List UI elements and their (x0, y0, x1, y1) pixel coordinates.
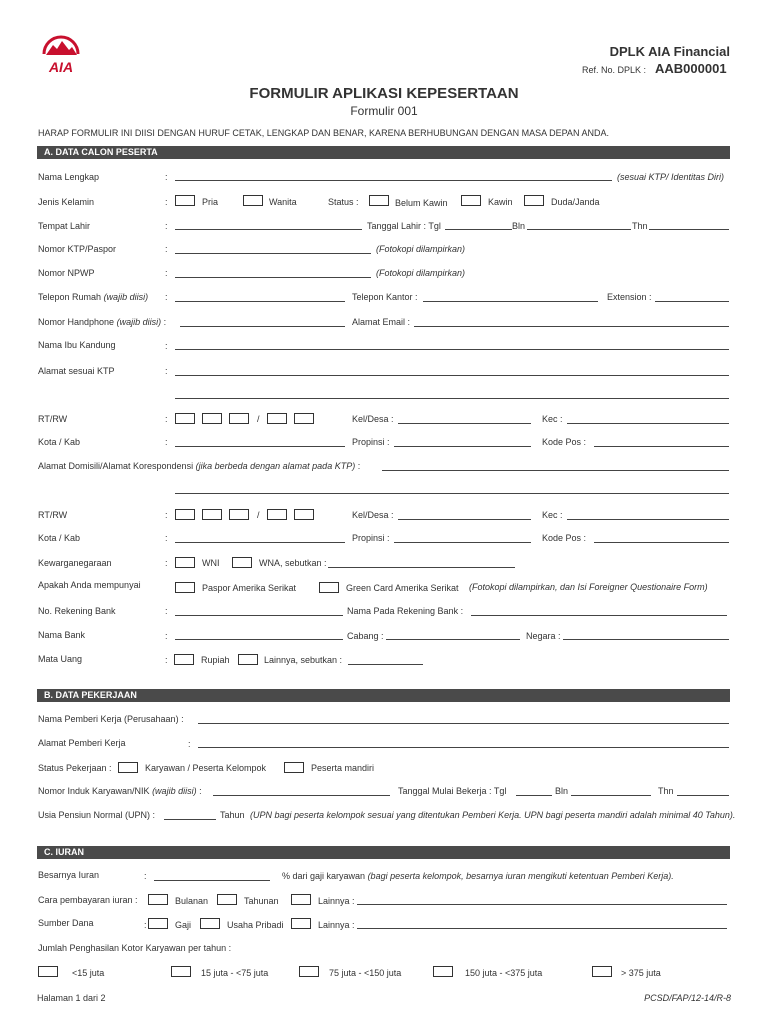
checkbox-opt4[interactable] (433, 966, 453, 977)
nomor-npwp-field[interactable] (175, 277, 371, 278)
label-opt2: 15 juta - <75 juta (201, 968, 269, 978)
usia-pensiun-field[interactable] (164, 819, 216, 820)
propinsi-field[interactable] (394, 446, 531, 447)
label-sumber-dana: Sumber Dana (38, 918, 94, 928)
label-cabang: Cabang : (347, 631, 384, 641)
label-extension: Extension : (607, 292, 652, 302)
label-wanita: Wanita (269, 197, 297, 207)
checkbox-usaha-pribadi[interactable] (200, 918, 220, 929)
label-alamat-domisili (38, 461, 360, 471)
negara-field[interactable] (563, 639, 729, 640)
colon: : (165, 172, 168, 182)
label-pria: Pria (202, 197, 219, 207)
label-gaji: Gaji (175, 920, 192, 930)
label-tanggal-mulai: Tanggal Mulai Bekerja : Tgl (398, 786, 507, 796)
tgl-lahir-field[interactable] (445, 229, 512, 230)
checkbox-rupiah[interactable] (174, 654, 194, 665)
extension-field[interactable] (655, 301, 729, 302)
footer-page: Halaman 1 dari 2 (37, 993, 106, 1003)
kota-kab-field[interactable] (175, 446, 345, 447)
label-propinsi-2: Propinsi : (352, 533, 390, 543)
checkbox-opt2[interactable] (171, 966, 191, 977)
checkbox-lainnya-cara[interactable] (291, 894, 311, 905)
form-title: FORMULIR APLIKASI KEPESERTAAN (249, 85, 519, 102)
label-opt5: > 375 juta (621, 968, 661, 978)
rw2-box-2[interactable] (294, 509, 314, 520)
note-fotokopi-fq: (Fotokopi dilampirkan, dan Isi Foreigner Questionaire Form) (469, 582, 708, 592)
checkbox-bulanan[interactable] (148, 894, 168, 905)
colon: : (165, 268, 168, 278)
thn-mulai-field[interactable] (677, 795, 729, 796)
nomor-induk-field[interactable] (213, 795, 390, 796)
rw-box-2[interactable] (294, 413, 314, 424)
label-thn: Thn (632, 221, 648, 231)
nomor-hp-field[interactable] (180, 326, 345, 327)
kec-field-2[interactable] (567, 519, 729, 520)
wajib-diisi-note: (wajib diisi) (116, 317, 162, 327)
lainnya-cara-field[interactable] (357, 904, 727, 905)
label-bulanan: Bulanan (175, 896, 209, 906)
checkbox-peserta-mandiri[interactable] (284, 762, 304, 773)
section-a-header (37, 146, 730, 159)
ref-value: AAB000001 (655, 61, 727, 76)
checkbox-karyawan[interactable] (118, 762, 138, 773)
checkbox-lainnya-sumber[interactable] (291, 918, 311, 929)
label-bln-mulai: Bln (555, 786, 569, 796)
kec-field[interactable] (567, 423, 729, 424)
label-rupiah: Rupiah (201, 655, 230, 665)
checkbox-green-card[interactable] (319, 582, 339, 593)
nama-bank-field[interactable] (175, 639, 343, 640)
kode-pos-field[interactable] (594, 446, 729, 447)
company-name: DPLK AIA Financial (609, 44, 730, 59)
label-kota-kab: Kota / Kab (38, 437, 81, 447)
rw2-box-1[interactable] (267, 509, 287, 520)
section-c-header (37, 846, 730, 859)
label-tanggal-lahir: Tanggal Lahir : Tgl (367, 221, 441, 231)
section-b-title: B. DATA PEKERJAAN (44, 690, 137, 700)
label-duda-janda: Duda/Janda (551, 197, 600, 207)
lainnya-uang-field[interactable] (348, 664, 423, 665)
label-belum-kawin: Belum Kawin (395, 198, 448, 208)
colon: : (165, 414, 168, 424)
instruction-text: HARAP FORMULIR INI DIISI DENGAN HURUF CETAK, LENGKAP DAN BENAR, KARENA BERHUBUNGAN DENGAN MASA DEPAN ANDA. (38, 128, 609, 138)
label-no-rekening: No. Rekening Bank (38, 606, 116, 616)
form-subtitle: Formulir 001 (350, 104, 418, 118)
label-kewarganegaraan: Kewarganegaraan (38, 558, 112, 568)
checkbox-tahunan[interactable] (217, 894, 237, 905)
colon: : (165, 655, 168, 665)
label-tahunan: Tahunan (244, 896, 279, 906)
section-a-title: A. DATA CALON PESERTA (44, 147, 158, 157)
label-lainnya-sumber: Lainnya : (318, 920, 355, 930)
checkbox-opt1[interactable] (38, 966, 58, 977)
label-status-pekerjaan: Status Pekerjaan : (38, 763, 112, 773)
checkbox-belum-kawin[interactable] (369, 195, 389, 206)
label-nomor-npwp: Nomor NPWP (38, 268, 95, 278)
label-jenis-kelamin: Jenis Kelamin (38, 197, 95, 207)
colon: : (144, 920, 147, 930)
colon: : (165, 292, 168, 302)
nomor-ktp-field[interactable] (175, 253, 371, 254)
ref-label: Ref. No. DPLK : (582, 65, 647, 75)
wna-field[interactable] (328, 567, 515, 568)
nama-lengkap-field[interactable] (175, 180, 612, 181)
label-status: Status : (328, 197, 359, 207)
label-kode-pos-2: Kode Pos : (542, 533, 587, 543)
alamat-ktp-field-1[interactable] (175, 375, 729, 376)
bln-lahir-field[interactable] (527, 229, 631, 230)
label-kawin: Kawin (488, 197, 513, 207)
label-wni: WNI (202, 558, 220, 568)
label-opt4: 150 juta - <375 juta (465, 968, 543, 978)
label-cara-pembayaran: Cara pembayaran iuran : (38, 895, 138, 905)
propinsi-field-2[interactable] (394, 542, 531, 543)
no-rekening-field[interactable] (175, 615, 343, 616)
label-opt1: <15 juta (72, 968, 105, 978)
kel-desa-field-2[interactable] (398, 519, 531, 520)
label-nama-lengkap: Nama Lengkap (38, 172, 100, 182)
rt2-box-1[interactable] (175, 509, 195, 520)
label-wna: WNA, sebutkan : (259, 558, 327, 568)
kel-desa-field[interactable] (398, 423, 531, 424)
label-propinsi: Propinsi : (352, 437, 390, 447)
label-kota-kab-2: Kota / Kab (38, 533, 81, 543)
label-lainnya-cara: Lainnya : (318, 896, 355, 906)
label-kec-2: Kec : (542, 510, 563, 520)
label-karyawan: Karyawan / Peserta Kelompok (145, 763, 267, 773)
rt-rw-slash-2: / (257, 510, 260, 520)
checkbox-paspor-as[interactable] (175, 582, 195, 593)
label-lainnya-uang: Lainnya, sebutkan : (264, 655, 343, 665)
colon: : (165, 437, 168, 447)
rt-box-2[interactable] (202, 413, 222, 424)
label-telepon-rumah (38, 292, 148, 302)
lainnya-sumber-field[interactable] (357, 928, 727, 929)
rt-box-1[interactable] (175, 413, 195, 424)
telepon-rumah-field[interactable] (175, 301, 345, 302)
kota-kab-field-2[interactable] (175, 542, 345, 543)
alamat-pemberi-field[interactable] (198, 747, 729, 748)
note-upn: (UPN bagi peserta kelompok sesuai yang ditentukan Pemberi Kerja. UPN bagi peserta mandiri adalah minimal 40 Tahun). (250, 810, 736, 820)
cabang-field[interactable] (386, 639, 520, 640)
label-paspor-as: Paspor Amerika Serikat (202, 583, 297, 593)
jika-berbeda-note: (jika berbeda dengan alamat pada KTP) (195, 461, 356, 471)
section-c-title: C. IURAN (44, 847, 84, 857)
kode-pos-field-2[interactable] (594, 542, 729, 543)
nomor-induk-text: Nomor Induk Karyawan/NIK (38, 786, 150, 796)
label-jumlah-penghasilan: Jumlah Penghasilan Kotor Karyawan per tahun : (38, 943, 232, 953)
colon: : (165, 244, 168, 254)
label-nomor-induk (38, 786, 202, 796)
colon: : (165, 221, 168, 231)
label-persen (282, 871, 674, 881)
persen-text: % dari gaji karyawan (282, 871, 366, 881)
aia-logo (36, 28, 86, 78)
colon: : (165, 558, 168, 568)
note-sesuai-ktp: (sesuai KTP/ Identitas Diri) (617, 172, 725, 182)
bln-mulai-field[interactable] (571, 795, 651, 796)
colon: : (165, 606, 168, 616)
label-negara: Negara : (526, 631, 561, 641)
label-besarnya-iuran: Besarnya Iuran (38, 870, 100, 880)
rw-box-1[interactable] (267, 413, 287, 424)
label-nomor-ktp: Nomor KTP/Paspor (38, 244, 117, 254)
besarnya-iuran-field[interactable] (154, 880, 270, 881)
label-tempat-lahir: Tempat Lahir (38, 221, 91, 231)
label-usaha-pribadi: Usaha Pribadi (227, 920, 284, 930)
label-kel-desa: Kel/Desa : (352, 414, 394, 424)
note-fotokopi-npwp: (Fotokopi dilampirkan) (376, 268, 466, 278)
thn-lahir-field[interactable] (649, 229, 729, 230)
rt-rw-slash: / (257, 414, 260, 424)
note-fotokopi-ktp: (Fotokopi dilampirkan) (376, 244, 466, 254)
alamat-domisili-text: Alamat Domisili/Alamat Korespondensi (38, 461, 194, 471)
colon: : (165, 533, 168, 543)
telepon-kantor-field[interactable] (423, 301, 598, 302)
label-usia-pensiun: Usia Pensiun Normal (UPN) : (38, 810, 156, 820)
label-peserta-mandiri: Peserta mandiri (311, 763, 375, 773)
checkbox-opt3[interactable] (299, 966, 319, 977)
label-kel-desa-2: Kel/Desa : (352, 510, 394, 520)
checkbox-kawin[interactable] (461, 195, 481, 206)
rt2-box-2[interactable] (202, 509, 222, 520)
label-nama-ibu: Nama Ibu Kandung (38, 340, 116, 350)
logo-text: AIA (48, 59, 74, 75)
checkbox-wna[interactable] (232, 557, 252, 568)
alamat-domisili-field-1[interactable] (382, 470, 729, 471)
persen-note: (bagi peserta kelompok, besarnya iuran mengikuti ketentuan Pemberi Kerja). (367, 871, 674, 881)
footer-code: PCSD/FAP/12-14/R-8 (644, 993, 731, 1003)
checkbox-wanita[interactable] (243, 195, 263, 206)
label-rt-rw: RT/RW (38, 414, 68, 424)
rt2-box-3[interactable] (229, 509, 249, 520)
label-tahun: Tahun (220, 810, 245, 820)
label-nama-rekening: Nama Pada Rekening Bank : (347, 606, 464, 616)
colon: : (165, 197, 168, 207)
checkbox-opt5[interactable] (592, 966, 612, 977)
colon: : (144, 871, 147, 881)
wajib-diisi-note: (wajib diisi) (152, 786, 197, 796)
tgl-mulai-field[interactable] (516, 795, 552, 796)
label-alamat-email: Alamat Email : (352, 317, 411, 327)
colon: : (188, 739, 191, 749)
label-mata-uang: Mata Uang (38, 654, 83, 664)
colon: : (199, 786, 202, 796)
label-nomor-hp (38, 317, 166, 327)
wajib-diisi-note: (wajib diisi) (103, 292, 149, 302)
nama-pemberi-field[interactable] (198, 723, 729, 724)
nama-rekening-field[interactable] (471, 615, 727, 616)
label-opt3: 75 juta - <150 juta (329, 968, 402, 978)
label-nama-pemberi: Nama Pemberi Kerja (Perusahaan) : (38, 714, 184, 724)
colon: : (165, 510, 168, 520)
checkbox-duda-janda[interactable] (524, 195, 544, 206)
label-kode-pos: Kode Pos : (542, 437, 587, 447)
label-telepon-kantor: Telepon Kantor : (352, 292, 418, 302)
label-alamat-pemberi: Alamat Pemberi Kerja (38, 738, 126, 748)
alamat-ktp-field-2[interactable] (175, 398, 729, 399)
label-nama-bank: Nama Bank (38, 630, 86, 640)
label-rt-rw-2: RT/RW (38, 510, 68, 520)
telepon-rumah-text: Telepon Rumah (38, 292, 102, 302)
checkbox-pria[interactable] (175, 195, 195, 206)
label-kec: Kec : (542, 414, 563, 424)
colon: : (163, 317, 167, 327)
label-apakah: Apakah Anda mempunyai (38, 580, 141, 590)
colon: : (357, 461, 361, 471)
colon: : (165, 341, 168, 351)
nama-ibu-field[interactable] (175, 349, 729, 350)
label-thn-mulai: Thn (658, 786, 674, 796)
colon: : (165, 631, 168, 641)
alamat-domisili-field-2[interactable] (175, 493, 729, 494)
checkbox-wni[interactable] (175, 557, 195, 568)
checkbox-gaji[interactable] (148, 918, 168, 929)
label-green-card: Green Card Amerika Serikat (346, 583, 459, 593)
label-alamat-ktp: Alamat sesuai KTP (38, 366, 115, 376)
section-b-header (37, 689, 730, 702)
label-bln: Bln (512, 221, 526, 231)
checkbox-lainnya-uang[interactable] (238, 654, 258, 665)
nomor-hp-text: Nomor Handphone (38, 317, 115, 327)
rt-box-3[interactable] (229, 413, 249, 424)
colon: : (165, 366, 168, 376)
tempat-lahir-field[interactable] (175, 229, 362, 230)
alamat-email-field[interactable] (414, 326, 729, 327)
